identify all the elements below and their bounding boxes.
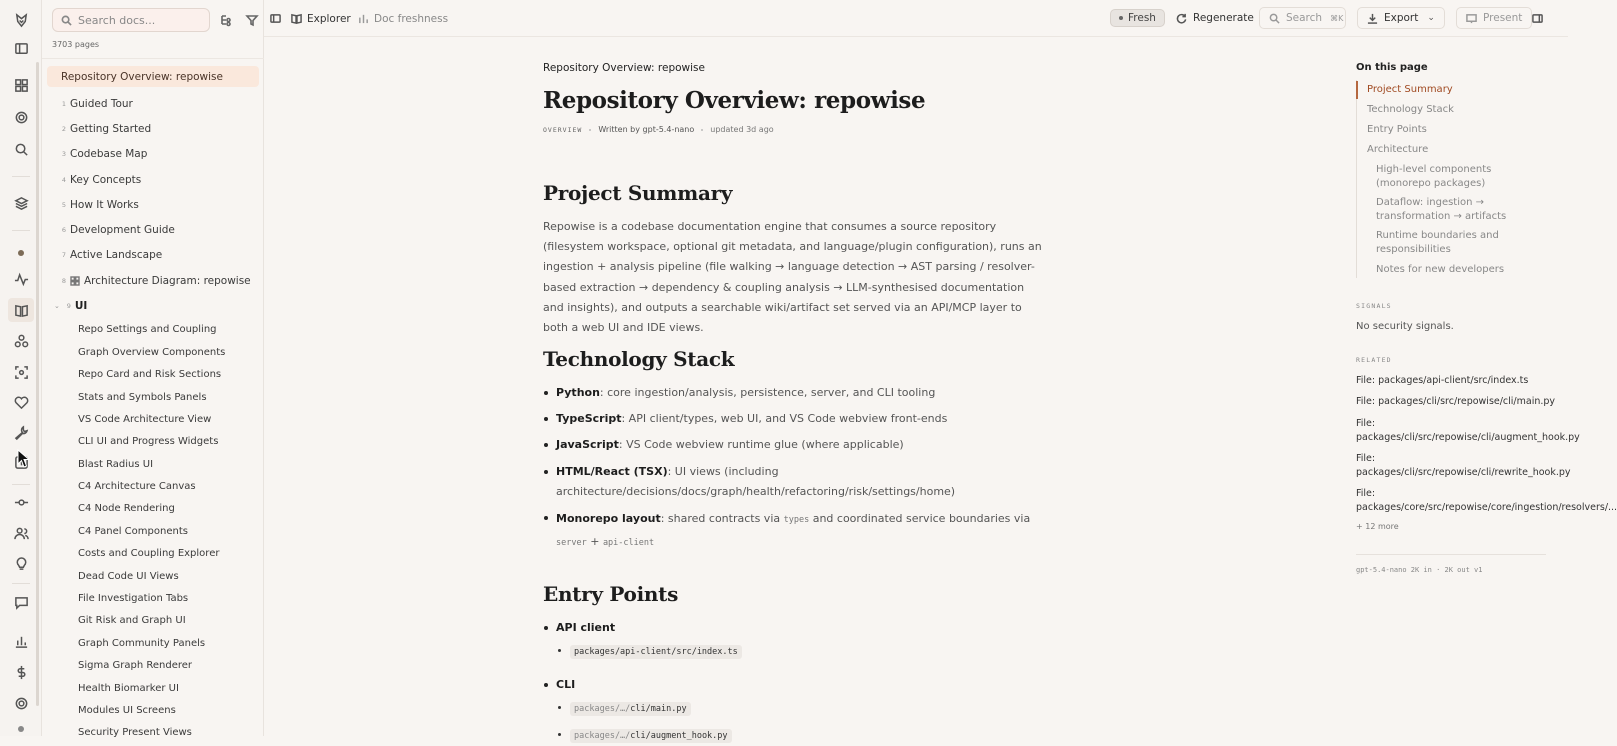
signals-text: No security signals. xyxy=(1356,321,1454,332)
item-number: 4 xyxy=(61,175,66,184)
fresh-label: Fresh xyxy=(1128,12,1156,24)
export-button[interactable] xyxy=(1357,7,1445,29)
tree-item-label: How It Works xyxy=(70,198,139,211)
tab-explorer-label: Explorer xyxy=(307,12,351,25)
monitor-icon xyxy=(1466,13,1477,24)
list-item xyxy=(543,383,1048,403)
summary-paragraph: Repowise is a codebase documentation engine that consumes a source repository (filesystem workspace, optional git metadata, and language/plugin configuration), runs an ingestion + analysis pipeline (file walking → language detection → AST parsing / resolver-based extraction → dependency & coupling analysis → LLM-synthesised documentation and insights), and outputs a searchable wiki/artifact set served via an API/MCP layer to both a web UI and IDE views. xyxy=(543,220,1042,335)
user-avatar-icon[interactable] xyxy=(18,726,24,732)
stack-name: Python xyxy=(556,386,600,399)
download-icon xyxy=(1367,13,1378,24)
commit-icon[interactable] xyxy=(12,493,30,511)
search-shortcut: ⌘K xyxy=(1330,13,1344,23)
tree-subitem[interactable] xyxy=(47,475,259,497)
tree-item-label: Graph Community Panels xyxy=(78,637,206,649)
mouse-cursor-icon xyxy=(17,449,31,469)
tree-item-label: Getting Started xyxy=(70,122,152,135)
tree-item-label: Repo Card and Risk Sections xyxy=(78,369,222,381)
tree-view-icon[interactable] xyxy=(218,12,234,28)
tree-item-label: Development Guide xyxy=(70,224,175,237)
tree-item[interactable] xyxy=(47,217,259,242)
tab-freshness-label: Doc freshness xyxy=(374,12,449,25)
regenerate-button[interactable] xyxy=(1166,7,1264,29)
search-icon xyxy=(1269,13,1280,24)
list-item xyxy=(543,435,1048,455)
tree-subitem[interactable] xyxy=(47,341,259,363)
related-label: RELATED xyxy=(1356,356,1392,364)
lightbulb-icon[interactable] xyxy=(12,554,30,572)
stack-desc: : core ingestion/analysis, persistence, server, and CLI tooling xyxy=(599,386,936,399)
tree-item-label: Security Present Views xyxy=(78,727,192,739)
tree-item[interactable] xyxy=(47,116,259,141)
tree-item-label: VS Code Architecture View xyxy=(78,413,212,425)
tree-subitem[interactable] xyxy=(47,587,259,609)
stack-name: HTML/React (TSX) xyxy=(556,464,668,478)
refresh-icon xyxy=(1176,13,1187,24)
list-item xyxy=(543,462,956,502)
page-title: Repository Overview: repowise xyxy=(543,87,926,114)
related-link[interactable]: packages/core/src/repowise/core/ingestion/resolvers/... xyxy=(1356,502,1617,513)
health-heart-icon[interactable] xyxy=(12,393,30,411)
dollar-icon[interactable] xyxy=(12,663,30,681)
toc-item[interactable]: Runtime boundaries and responsibilities xyxy=(1376,230,1499,255)
stack-desc: : API client/types, web UI, and VS Code webview front-ends xyxy=(621,412,948,426)
search-label: Search xyxy=(1286,12,1323,24)
tree-subitem[interactable] xyxy=(47,453,259,475)
more-related-link[interactable]: + 12 more xyxy=(1356,522,1399,531)
chevron-down-icon: ⌄ xyxy=(1427,13,1435,23)
stack-name: Monorepo layout xyxy=(556,512,661,526)
search-placeholder: Search docs... xyxy=(78,13,156,27)
top-bar xyxy=(264,0,1568,37)
stack-desc: + xyxy=(586,535,603,549)
stack-name: TypeScript xyxy=(556,412,622,426)
layers-icon[interactable] xyxy=(12,194,30,212)
list-item xyxy=(543,409,1048,429)
docs-sidebar xyxy=(42,0,264,739)
dashboard-icon[interactable] xyxy=(12,76,30,94)
tree-item-label: Codebase Map xyxy=(70,148,148,161)
doc-tree xyxy=(47,66,259,744)
tree-item-label: Guided Tour xyxy=(70,97,133,110)
entry-label: CLI xyxy=(556,678,576,692)
item-number: 1 xyxy=(61,99,66,108)
scan-icon[interactable] xyxy=(12,363,30,381)
tree-item[interactable] xyxy=(47,192,259,217)
item-number: 6 xyxy=(61,226,66,235)
entry-list xyxy=(543,618,1048,746)
tree-subitem[interactable] xyxy=(47,520,259,542)
stack-desc: and coordinated service boundaries via xyxy=(809,512,1031,526)
heading-technology-stack: Technology Stack xyxy=(543,347,735,371)
toc-item[interactable]: Architecture xyxy=(1367,144,1429,155)
doc-meta xyxy=(543,125,774,134)
related-link[interactable]: packages/cli/src/repowise/cli/rewrite_hook.py xyxy=(1356,467,1571,478)
item-number: 2 xyxy=(61,124,66,133)
item-number: 3 xyxy=(61,150,66,159)
stack-list xyxy=(543,383,1048,554)
inline-code: server xyxy=(556,538,587,549)
tree-item-active[interactable] xyxy=(47,66,259,87)
related-link[interactable]: File: xyxy=(1356,418,1376,429)
toc-item[interactable]: Project Summary xyxy=(1367,84,1453,95)
tree-item-label: Graph Overview Components xyxy=(78,346,226,358)
tree-subitem[interactable] xyxy=(47,431,259,453)
toc-item[interactable]: High-level components (monorepo packages) xyxy=(1376,164,1492,189)
tree-folder-ui[interactable] xyxy=(47,293,259,318)
toc-item[interactable]: Entry Points xyxy=(1367,124,1427,135)
toc-item[interactable]: Notes for new developers xyxy=(1376,264,1505,275)
code-path[interactable]: packages/api-client/src/index.ts xyxy=(570,645,742,659)
list-item xyxy=(543,725,1048,746)
toc-item[interactable]: Technology Stack xyxy=(1367,104,1454,115)
tree-subitem[interactable] xyxy=(47,319,259,341)
tree-item-label: Git Risk and Graph UI xyxy=(78,615,186,627)
list-item xyxy=(543,675,1048,695)
tab-explorer[interactable] xyxy=(291,9,351,28)
chat-icon[interactable] xyxy=(12,593,30,611)
generation-meta: gpt-5.4-nano 2K in · 2K out v1 xyxy=(1356,566,1483,574)
tree-subitem[interactable] xyxy=(47,722,259,744)
fresh-status-badge xyxy=(1110,9,1165,27)
doc-author: Written by gpt-5.4-nano xyxy=(598,125,695,134)
users-icon[interactable] xyxy=(12,524,30,542)
stack-desc: : shared contracts via xyxy=(660,512,784,526)
settings-gear-icon[interactable] xyxy=(12,108,30,126)
code-prefix: packages/…/ xyxy=(574,731,631,742)
regenerate-label: Regenerate xyxy=(1193,12,1254,24)
book-open-icon xyxy=(291,13,302,24)
item-number: 5 xyxy=(61,200,66,209)
chevron-down-icon[interactable]: ⌄ xyxy=(54,302,60,311)
status-dot-icon xyxy=(1119,16,1123,20)
tree-item-label: Modules UI Screens xyxy=(78,705,176,716)
inline-code: api-client xyxy=(602,538,655,549)
item-number: 9 xyxy=(66,302,71,311)
tree-item-label: CLI UI and Progress Widgets xyxy=(78,436,219,448)
tree-item-label: Costs and Coupling Explorer xyxy=(78,548,220,560)
status-dot-icon xyxy=(18,250,24,256)
settings-icon[interactable] xyxy=(12,694,30,712)
related-link[interactable]: File: xyxy=(1356,488,1376,499)
graph-nodes-icon[interactable] xyxy=(12,332,30,350)
tree-item-label: C4 Panel Components xyxy=(78,525,188,537)
toc-item[interactable]: Dataflow: ingestion → transformation → artifacts xyxy=(1376,197,1507,222)
tree-item[interactable] xyxy=(47,142,259,167)
tree-item-label: Repository Overview: repowise xyxy=(61,70,223,83)
tree-subitem[interactable] xyxy=(47,386,259,408)
tree-subitem[interactable] xyxy=(47,565,259,587)
present-button[interactable] xyxy=(1456,7,1532,29)
list-item xyxy=(543,508,1048,554)
tree-subitem[interactable] xyxy=(47,363,259,385)
tree-item-label: C4 Node Rendering xyxy=(78,503,175,515)
tree-item-label: Sigma Graph Renderer xyxy=(78,660,193,672)
bar-chart-icon xyxy=(358,13,369,24)
tree-item-label: Repo Settings and Coupling xyxy=(78,324,217,336)
docs-book-icon[interactable] xyxy=(8,298,34,322)
tree-item-label: File Investigation Tabs xyxy=(78,593,189,605)
tree-item-label: Key Concepts xyxy=(70,173,142,186)
doc-updated: updated 3d ago xyxy=(710,125,774,134)
signals-label: SIGNALS xyxy=(1356,302,1392,310)
list-item xyxy=(543,618,1048,638)
tab-doc-freshness[interactable] xyxy=(358,9,448,28)
search-icon[interactable] xyxy=(12,140,30,158)
item-number: 7 xyxy=(61,251,66,260)
entry-label: API client xyxy=(556,621,616,634)
tree-item[interactable] xyxy=(47,268,259,293)
related-link[interactable]: File: xyxy=(1356,453,1376,464)
tree-item-label: Architecture Diagram: repowise xyxy=(84,274,251,287)
tree-item-label: Active Landscape xyxy=(70,249,163,262)
tree-item-label: UI xyxy=(74,300,88,313)
code-prefix: packages/…/ xyxy=(574,704,631,715)
tree-subitem[interactable] xyxy=(47,677,259,699)
diagram-grid-icon xyxy=(70,276,80,286)
heading-project-summary: Project Summary xyxy=(543,181,733,205)
tree-item-label: Health Biomarker UI xyxy=(78,682,179,694)
code-path[interactable]: cli/augment_hook.py xyxy=(630,731,728,742)
item-number: 8 xyxy=(61,276,66,285)
tree-item[interactable] xyxy=(47,91,259,116)
tree-item[interactable] xyxy=(47,243,259,268)
stack-name: JavaScript xyxy=(556,438,619,452)
related-link[interactable]: File: packages/cli/src/repowise/cli/main.py xyxy=(1356,396,1556,407)
logo-icon[interactable] xyxy=(12,11,30,29)
activity-icon[interactable] xyxy=(12,270,30,288)
tree-subitem[interactable] xyxy=(47,543,259,565)
search-icon xyxy=(61,15,72,26)
breadcrumb[interactable]: Repository Overview: repowise xyxy=(543,62,705,74)
tree-item-label: C4 Architecture Canvas xyxy=(78,481,196,493)
present-label: Present xyxy=(1483,12,1523,24)
doc-kind-badge: OVERVIEW xyxy=(543,125,583,134)
bar-chart-icon[interactable] xyxy=(12,632,30,650)
stack-desc: : UI views (including architecture/decisions/docs/graph/health/refactoring/risk/settings/home) xyxy=(556,464,956,498)
page-count: 3703 pages xyxy=(52,40,100,49)
right-panel-toggle-icon[interactable] xyxy=(1532,9,1548,28)
tree-subitem[interactable] xyxy=(47,632,259,654)
related-link[interactable]: packages/cli/src/repowise/cli/augment_hook.py xyxy=(1356,432,1580,443)
toc-title: On this page xyxy=(1356,62,1428,73)
code-path[interactable]: cli/main.py xyxy=(630,704,687,715)
stack-desc: : VS Code webview runtime glue (where applicable) xyxy=(618,438,904,452)
tree-item-label: Dead Code UI Views xyxy=(78,570,179,582)
tree-item[interactable] xyxy=(47,167,259,192)
search-button[interactable] xyxy=(1259,7,1346,29)
filter-icon[interactable] xyxy=(244,12,260,28)
tree-subitem[interactable] xyxy=(47,655,259,677)
wrench-icon[interactable] xyxy=(12,423,30,441)
export-label: Export xyxy=(1384,12,1419,24)
tree-subitem[interactable] xyxy=(47,408,259,430)
related-link[interactable]: File: packages/api-client/src/index.ts xyxy=(1356,375,1529,386)
list-item xyxy=(543,698,1048,719)
rail-scrollbar[interactable] xyxy=(36,62,39,706)
docs-search-input[interactable] xyxy=(52,8,210,32)
list-item xyxy=(543,641,1048,662)
tree-subitem[interactable] xyxy=(47,699,259,721)
tree-subitem[interactable] xyxy=(47,610,259,632)
heading-entry-points: Entry Points xyxy=(543,582,679,606)
panel-toggle-icon[interactable] xyxy=(270,9,286,28)
inline-code: types xyxy=(783,515,810,526)
tree-item-label: Stats and Symbols Panels xyxy=(78,391,207,403)
sidebar-toggle-icon[interactable] xyxy=(12,39,30,57)
tree-subitem[interactable] xyxy=(47,498,259,520)
tree-item-label: Blast Radius UI xyxy=(78,458,154,470)
